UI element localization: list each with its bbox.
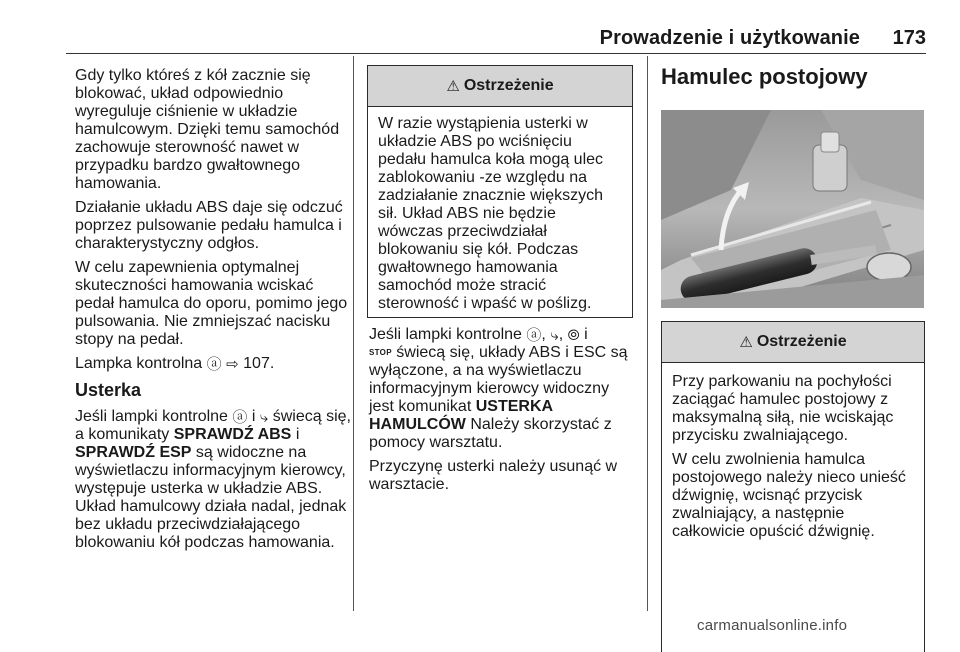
page-header-title: Prowadzenie i użytkowanie	[599, 27, 860, 49]
column-2	[369, 326, 637, 500]
text-segment: są widoczne na wyświetlaczu informacyjnym kierowcy, występuje usterka w układzie ABS. Układ hamulcowy działa nadal, jednak bez układu przeciwdziałającego blokowaniu kół podczas hamowania.	[75, 444, 347, 551]
text-segment: Lampka kontrolna	[75, 355, 203, 372]
watermark-link[interactable]: carmanualsonline.info	[697, 617, 848, 634]
warning-box-abs	[367, 65, 633, 318]
page-reference-arrow-icon: ⇨	[226, 356, 239, 373]
abs-warning-icon: ⓐ	[232, 409, 248, 426]
warning-text: W razie wystąpienia usterki w układzie ABS po wciśnięciu pedału hamulca koła mogą ulec zablokowaniu -ze względu na zadziałanie znacznie większych sił. Układ ABS nie będzie wówczas przeciwdziałał blokowaniu się kół. Podczas gwałtownego hamowania samochód może stracić sterowność i wpaść w poślizg.	[378, 115, 604, 312]
paragraph-control-lamp	[75, 355, 355, 373]
page-reference: 107.	[243, 355, 275, 372]
message-check-abs: SPRAWDŹ ABS	[173, 426, 292, 443]
column-1	[75, 67, 355, 558]
abs-warning-icon: ⓐ	[526, 327, 542, 344]
header-rule	[66, 53, 926, 54]
page-number: 173	[892, 27, 926, 49]
warning-title: Ostrzeżenie	[463, 77, 554, 94]
text-segment: i	[251, 408, 256, 425]
brake-warning-icon: ⦾	[567, 327, 580, 344]
heading-usterka: Usterka	[75, 380, 142, 400]
parking-brake-photo	[661, 110, 924, 308]
text-segment: Należy skorzystać z pomocy warsztatu.	[369, 416, 612, 451]
esc-warning-icon: ⤷	[550, 327, 559, 344]
message-brake-fault: USTERKA HAMULCÓW	[369, 398, 553, 433]
text-segment: Jeśli lampki kontrolne	[369, 326, 522, 343]
warning-box-parking	[661, 321, 925, 652]
warning-body	[368, 107, 632, 313]
paragraph-abs-pulse: Działanie układu ABS daje się odczuć poprzez pulsowanie pedału hamulca i charakterystyczny odgłos.	[75, 199, 343, 252]
paragraph-brake-fault: Jeśli lampki kontrolne ⓐ, ⤷, ⦾ i STOP świecą się, układy ABS i ESC są wyłączone, a na wyświetlaczu informacyjnym kierowcy widoczny jest komunikat USTERKA HAMULCÓW Należy skorzystać z pomocy warsztatu.	[369, 326, 628, 451]
warning-triangle-icon: ⚠	[446, 78, 460, 95]
stop-lamp-icon: STOP	[369, 348, 392, 357]
column-divider-2	[647, 56, 648, 611]
paragraph-abs-intro: Gdy tylko któreś z kół zacznie się blokować, układ odpowiednio wyreguluje ciśnienie w układzie hamulcowym. Dzięki temu samochód zachowuje sterowność nawet w przypadku bardzo gwałtownego hamowania.	[75, 67, 340, 192]
paragraph-fault	[75, 408, 355, 552]
esc-warning-icon: ⤷	[259, 409, 269, 426]
warning-text: W celu zwolnienia hamulca postojowego należy nieco unieść dźwignię, wcisnąć przycisk zwalniający, a następnie całkowicie opuścić dźwignię.	[672, 451, 906, 540]
message-check-esp: SPRAWDŹ ESP	[75, 444, 192, 461]
warning-body	[662, 363, 924, 541]
section-title-parking-brake: Hamulec postojowy	[661, 64, 868, 89]
warning-header	[368, 66, 632, 107]
warning-title: Ostrzeżenie	[756, 333, 847, 350]
paragraph-workshop: Przyczynę usterki należy usunąć w warsztacie.	[369, 458, 618, 493]
text-segment: świecą się, układy ABS i ESC są wyłączone, a na wyświetlaczu informacyjnym kierowcy widoczny jest komunikat	[369, 344, 628, 415]
warning-text: Przy parkowaniu na pochyłości zaciągać hamulec postojowy z maksymalną siłą, nie wciskając przycisku zwalniającego.	[672, 373, 894, 444]
paragraph-abs-advice: W celu zapewnienia optymalnej skuteczności hamowania wciskać pedał hamulca do oporu, pomimo jego pulsowania. Nie zmniejszać nacisku stopy na pedał.	[75, 259, 348, 348]
text-segment: świecą się, a komunikaty	[75, 408, 351, 443]
warning-header	[662, 322, 924, 363]
text-segment: i	[584, 326, 588, 343]
text-segment: Jeśli lampki kontrolne	[75, 408, 228, 425]
text-segment: i	[295, 426, 300, 443]
warning-triangle-icon: ⚠	[739, 334, 753, 351]
abs-warning-icon: ⓐ	[206, 356, 222, 373]
